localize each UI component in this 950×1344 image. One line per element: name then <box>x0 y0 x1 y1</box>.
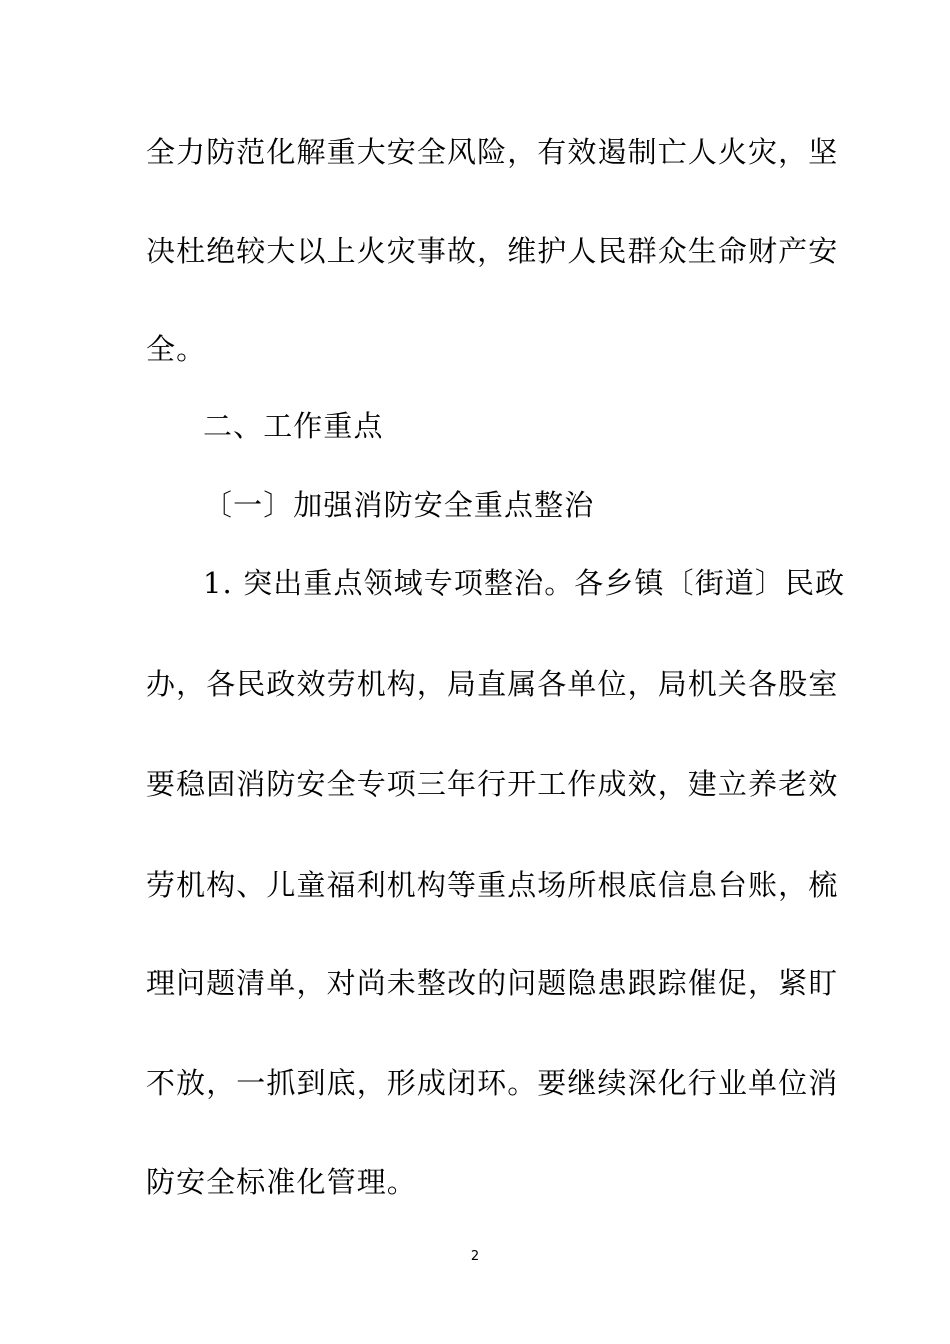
body-text-line: 劳机构、儿童福利机构等重点场所根底信息台账，梳 <box>146 868 839 902</box>
body-text-line: 不放，一抓到底，形成闭环。要继续深化行业单位消 <box>146 1066 839 1100</box>
body-text-line: 理问题清单，对尚未整改的问题隐患跟踪催促，紧盯 <box>146 966 839 1000</box>
body-text-line: 办，各民政效劳机构，局直属各单位，局机关各股室 <box>146 667 839 701</box>
body-text-line: 1. 突出重点领域专项整治。各乡镇〔街道〕民政 <box>203 566 846 600</box>
body-text-line: 决杜绝较大以上火灾事故，维护人民群众生命财产安 <box>146 234 839 268</box>
body-text-line: 要稳固消防安全专项三年行开工作成效，建立养老效 <box>146 767 839 801</box>
body-text-line: 全力防范化解重大安全风险，有效遏制亡人火灾，坚 <box>146 135 839 169</box>
body-text-line: 全。 <box>146 332 207 366</box>
page-number: 2 <box>470 1249 480 1264</box>
subsection-heading: 〔一〕加强消防安全重点整治 <box>203 488 595 522</box>
section-heading: 二、工作重点 <box>203 409 384 443</box>
body-text-line: 防安全标准化管理。 <box>146 1165 417 1199</box>
